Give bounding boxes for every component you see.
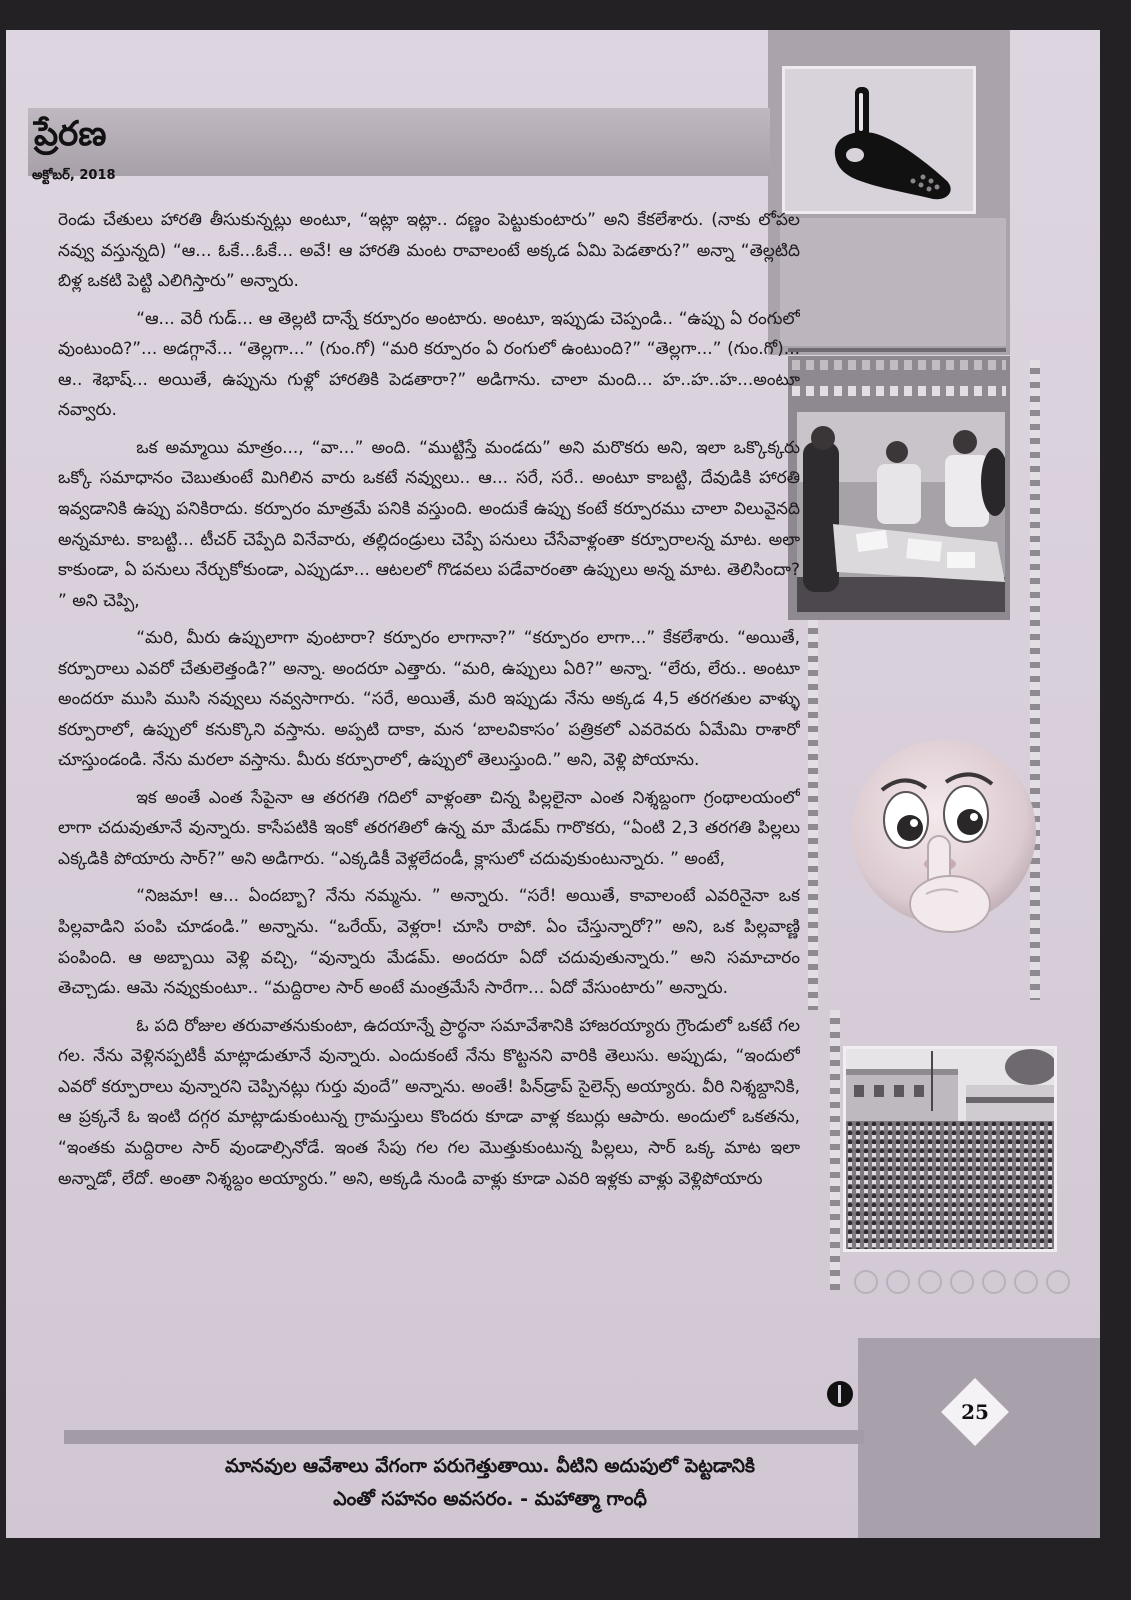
article-paragraph: ఓ పది రోజుల తరువాతనుకుంటా, ఉదయాన్నే ప్రార్థనా సమావేశానికి హాజరయ్యారు గ్రౌండులో ఒకటే గల గల. నేను వెళ్లినప్పటికీ మాట్లాడుతూనే వున్నారు. ఎందుకంటే నేను కొట్టనని వారికి తెలుసు. అప్పుడు, “ఇందులో ఎవరో కర్పూరాలు వున్నారని చెప్పినట్లు గుర్తు వుందే” అన్నాను. అంతే! పిన్‌డ్రాప్ సైలెన్స్ అయ్యారు. వీరి నిశ్శబ్దానికి, ఆ ప్రక్కనే ఓ ఇంటి దగ్గర మాట్లాడుకుంటున్న గ్రామస్తులు కొందరు కూడా వాళ్ల కబుర్లు ఆపారు. అందులో ఒకతను, “ఇంతకు మద్దిరాల సార్ వుండాల్సినోడే. ఇంత సేపు గల గల మొత్తుకుంటున్న పిల్లలు, సార్ ఒక్క మాట ఇలా అన్నాడో, లేదో. అంతా నిశ్శబ్దం అయ్యారు.” అని, అక్కడి నుండి వాళ్లు కూడా ఎవరి ఇళ్లకు వాళ్లు వెళ్లిపోయారు <box>58 1015 800 1189</box>
article-paragraph: “మరి, మీరు ఉప్పులాగా వుంటారా? కర్పూరం లాగానా?” “కర్పూరం లాగా...” కేకలేశారు. “అయితే, కర్పూరాలు ఎవరో చేతులెత్తండి?” అన్నా. అందరూ ఎత్తారు. “మరి, ఉప్పులు ఏరి?” అన్నా. “లేరు, లేరు.. అంటూ అందరూ ముసి ముసి నవ్వులు నవ్వసాగారు. “సరే, అయితే, మరి ఇప్పుడు నేను అక్కడ 4,5 తరగతుల వాళ్ళు కర్పూరాలో, ఉప్పులో కనుక్కొని వస్తాను. అప్పటి దాకా, మన ‘బాలవికాసం’ పత్రికలో ఎవరెవరు ఏమేమి రాశారో చూస్తుండండి. నేను మరలా వస్తాను. మీరు కర్పూరాలో, ఉప్పులో తెలుస్తుంది.” అని, వెళ్లి పోయాను. <box>58 628 800 771</box>
film-strip-top <box>792 386 1006 396</box>
film-strip-top-upper <box>792 360 1006 370</box>
footer-rule <box>64 1430 864 1444</box>
sidebar-divider <box>788 348 1006 352</box>
footer-quote <box>150 1450 830 1532</box>
film-strip-lower <box>830 1010 840 1290</box>
shush-emoji-icon <box>846 732 1036 937</box>
article-paragraph: ఇక అంతే ఎంత సేపైనా ఆ తరగతి గదిలో వాళ్లంతా చిన్న పిల్లలైనా ఎంత నిశ్శబ్దంగా గ్రంథాలయంలో లాగా చదువుతూనే వున్నారు. కాసేపటికి ఇంకో తరగతిలో ఉన్న మా మేడమ్ గారొకరు, “ఏంటి 2,3 తరగతి పిల్లలు ఎక్కడికి పోయారు సార్?” అని అడిగారు. “ఎక్కడికీ వెళ్లలేదండీ, క్లాసులో చదువుకుంటున్నారు. ” అంటే, <box>58 787 800 870</box>
school-assembly-photo <box>843 1046 1057 1252</box>
decorative-circles <box>852 1266 1087 1298</box>
oil-lamp-drawing <box>785 69 973 211</box>
sidebar-light-panel <box>780 218 1006 346</box>
magazine-logo: ప్రేరణ <box>34 114 107 154</box>
shush-emoji-drawing <box>846 732 1036 937</box>
article-paragraph: “నిజమా! ఆ... ఏందబ్బా? నేను నమ్మను. ” అన్నారు. “సరే! అయితే, కావాలంటే ఎవరినైనా ఒక పిల్లవాడిని పంపి చూడండి.” అన్నాను. “ఒరేయ్, వెళ్లరా! చూసి రాపో. ఏం చేస్తున్నారో?” అని, ఒక పిల్లవాణ్ణి పంపింది. ఆ అబ్బాయి వెళ్లి వచ్చి, “వున్నారు మేడమ్. అందరూ ఏదో చదువుతున్నారు.” అని సమాచారం తెచ్చాడు. ఆమె నవ్వుకుంటూ.. “మద్దిరాల సార్ అంటే మంత్రమేసే సారేగా... ఏదో వేసుంటారు” అన్నారు. <box>58 886 800 999</box>
quote-line-1: మానవుల ఆవేశాలు వేగంగా పరుగెత్తుతాయి. వీటిని అదుపులో పెట్టడానికి <box>225 1455 755 1477</box>
film-strip-left <box>808 620 818 1010</box>
end-mark-icon <box>826 1380 854 1408</box>
page-number: 25 <box>961 1400 989 1424</box>
article-paragraph: “ఆ... వెరీ గుడ్... ఆ తెల్లటి దాన్నే కర్పూరం అంటారు. అంటూ, ఇప్పుడు చెప్పండి.. “ఉప్పు ఏ రంగులో వుంటుంది?”... అడగ్గానే... “తెల్లగా...” (గుం.గో) “మరి కర్పూరం ఏ రంగులో ఉంటుంది?” “తెల్లగా...” (గుం.గో)... ఆ.. శెభాష్... అయితే, ఉప్పును గుళ్లో హారతికి పెడతారా?” అడిగాను. చాలా మంది... హ..హ..హ...అంటూ నవ్వారు. <box>58 308 800 421</box>
classroom-photo-drawing <box>797 412 1005 612</box>
header-band <box>28 108 770 176</box>
quote-line-2: ఎంతో సహనం అవసరం. - మహాత్మా గాంధీ <box>333 1488 647 1511</box>
oil-lamp-icon <box>782 66 976 214</box>
issue-date: అక్టోబర్, 2018 <box>32 168 116 183</box>
article-body <box>58 205 800 1417</box>
school-assembly-drawing <box>846 1049 1054 1249</box>
classroom-photo <box>797 412 1005 612</box>
decorative-circles-drawing <box>852 1266 1087 1298</box>
article-paragraph: ఒక అమ్మాయి మాత్రం..., “వా...” అంది. “ముట్టిస్తే మండదు” అని మరొకరు అని, ఇలా ఒక్కొక్కరు ఒక్కో సమాధానం చెబుతుంటే మిగిలిన వారు ఒకటే నవ్వులు.. ఆ... సరే, సరే.. అంటూ కాబట్టి, దేవుడికి హారతి ఇవ్వడానికి ఉప్పు పనికిరాదు. కర్పూరం మాత్రమే పనికి వస్తుంది. అందుకే ఉప్పు కంటే కర్పూరము చాలా విలువైనది అన్నమాట. కాబట్టి... టీచర్ చెప్పేది వినేవారు, తల్లిదండ్రులు చెప్పే పనులు చేసేవాళ్లంతా కర్పూరాలన్న మాట. అలా కాకుండా, ఏ పనులు నేర్చుకోకుండా, ఎప్పుడూ... ఆటలలో గొడవలు పడేవారంతా ఉప్పులు అన్న మాట. తెలిసిందా? ” అని చెప్పి, <box>58 437 800 611</box>
article-paragraph: రెండు చేతులు హారతి తీసుకున్నట్లు అంటూ, “ఇట్లా ఇట్లా.. దణ్ణం పెట్టుకుంటారు” అని కేకలేశారు. (నాకు లోపల నవ్వు వస్తున్నది) “ఆ... ఓకే...ఓకే... అవే! ఆ హారతి మంట రావాలంటే అక్కడ ఏమి పెడతారు?” అన్నా “తెల్లటిది బిళ్ల ఒకటి పెట్టి ఎలిగిస్తారు” అన్నారు. <box>58 210 800 292</box>
end-mark-drawing <box>826 1380 854 1408</box>
